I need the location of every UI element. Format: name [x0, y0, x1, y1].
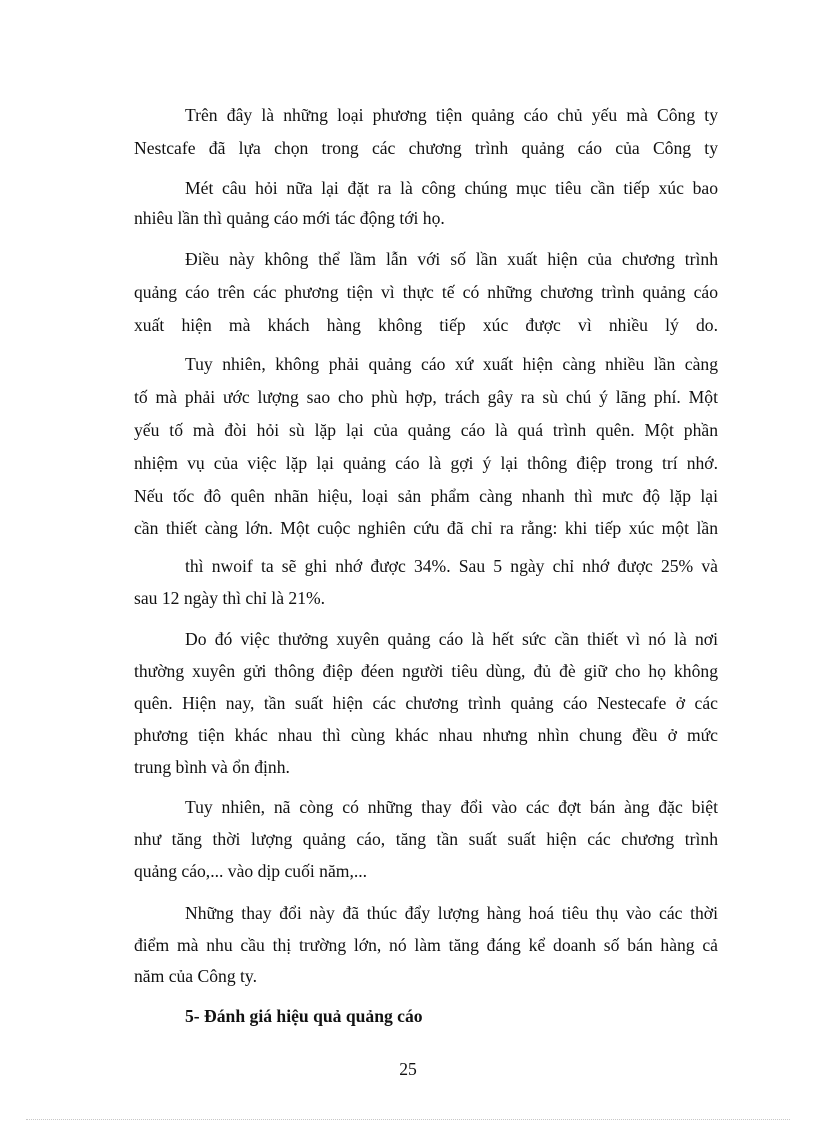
text-line: tố mà phải ước lượng sao cho phù hợp, trách gây ra sù chú ý lãng phí. Một — [134, 387, 718, 407]
page-border — [26, 1119, 790, 1120]
text-line: điểm mà nhu cầu thị trường lớn, nó làm tăng đáng kể doanh số bán hàng cả — [134, 935, 718, 955]
text-line: Do đó việc thưởng xuyên quảng cáo là hết sức cần thiết vì nó là nơi — [185, 629, 718, 649]
text-line: xuất hiện mà khách hàng không tiếp xúc được vì nhiều lý do. — [134, 315, 718, 335]
text-line: năm của Công ty. — [134, 966, 257, 986]
text-line: sau 12 ngày thì chỉ là 21%. — [134, 588, 326, 608]
text-line: Tuy nhiên, không phải quảng cáo xứ xuất hiện càng nhiều lần càng — [185, 354, 718, 374]
text-line: quảng cáo,... vào dịp cuối năm,... — [134, 861, 368, 881]
page-number: 25 — [399, 1059, 417, 1079]
section-heading: 5- Đánh giá hiệu quả quảng cáo — [185, 1006, 423, 1026]
text-line: thường xuyên gửi thông điệp đéen người tiêu dùng, đủ đè giữ cho họ không — [134, 661, 718, 681]
text-line: Tuy nhiên, nã còng có những thay đổi vào các đợt bán àng đặc biệt — [185, 797, 718, 817]
text-line: phương tiện khác nhau thì cùng khác nhau nhưng nhìn chung đều ở mức — [134, 725, 718, 745]
text-line: thì nwoif ta sẽ ghi nhớ được 34%. Sau 5 ngày chỉ nhớ được 25% và — [185, 556, 718, 576]
text-line: trung bình và ổn định. — [134, 757, 290, 777]
text-line: Mét câu hỏi nữa lại đặt ra là công chúng mục tiêu cần tiếp xúc bao — [185, 178, 718, 198]
text-line: như tăng thời lượng quảng cáo, tăng tần suất suất hiện các chương trình — [134, 829, 718, 849]
text-line: nhiêu lần thì quảng cáo mới tác động tới họ. — [134, 208, 445, 228]
text-line: cần thiết càng lớn. Một cuộc nghiên cứu đã chỉ ra rằng: khi tiếp xúc một lần — [134, 518, 718, 538]
text-line: Nếu tốc đô quên nhãn hiệu, loại sản phẩm càng nhanh thì mưc độ lặp lại — [134, 486, 718, 506]
text-line: quên. Hiện nay, tần suất hiện các chương trình quảng cáo Nestecafe ở các — [134, 693, 718, 713]
text-line: Nestcafe đã lựa chọn trong các chương trình quảng cáo của Công ty — [134, 138, 718, 158]
text-line: nhiệm vụ của việc lặp lại quảng cáo là gợi ý lại thông điệp trong trí nhớ. — [134, 453, 718, 473]
text-line: Trên đây là những loại phương tiện quảng cáo chủ yếu mà Công ty — [185, 105, 718, 125]
text-line: Những thay đổi này đã thúc đẩy lượng hàng hoá tiêu thụ vào các thời — [185, 903, 718, 923]
text-line: Điều này không thể lầm lẫn với số lần xuất hiện của chương trình — [185, 249, 718, 269]
text-line: yếu tố mà đòi hỏi sù lặp lại của quảng cáo là quá trình quên. Một phần — [134, 420, 718, 440]
text-line: quảng cáo trên các phương tiện vì thực tế có những chương trình quảng cáo — [134, 282, 718, 302]
